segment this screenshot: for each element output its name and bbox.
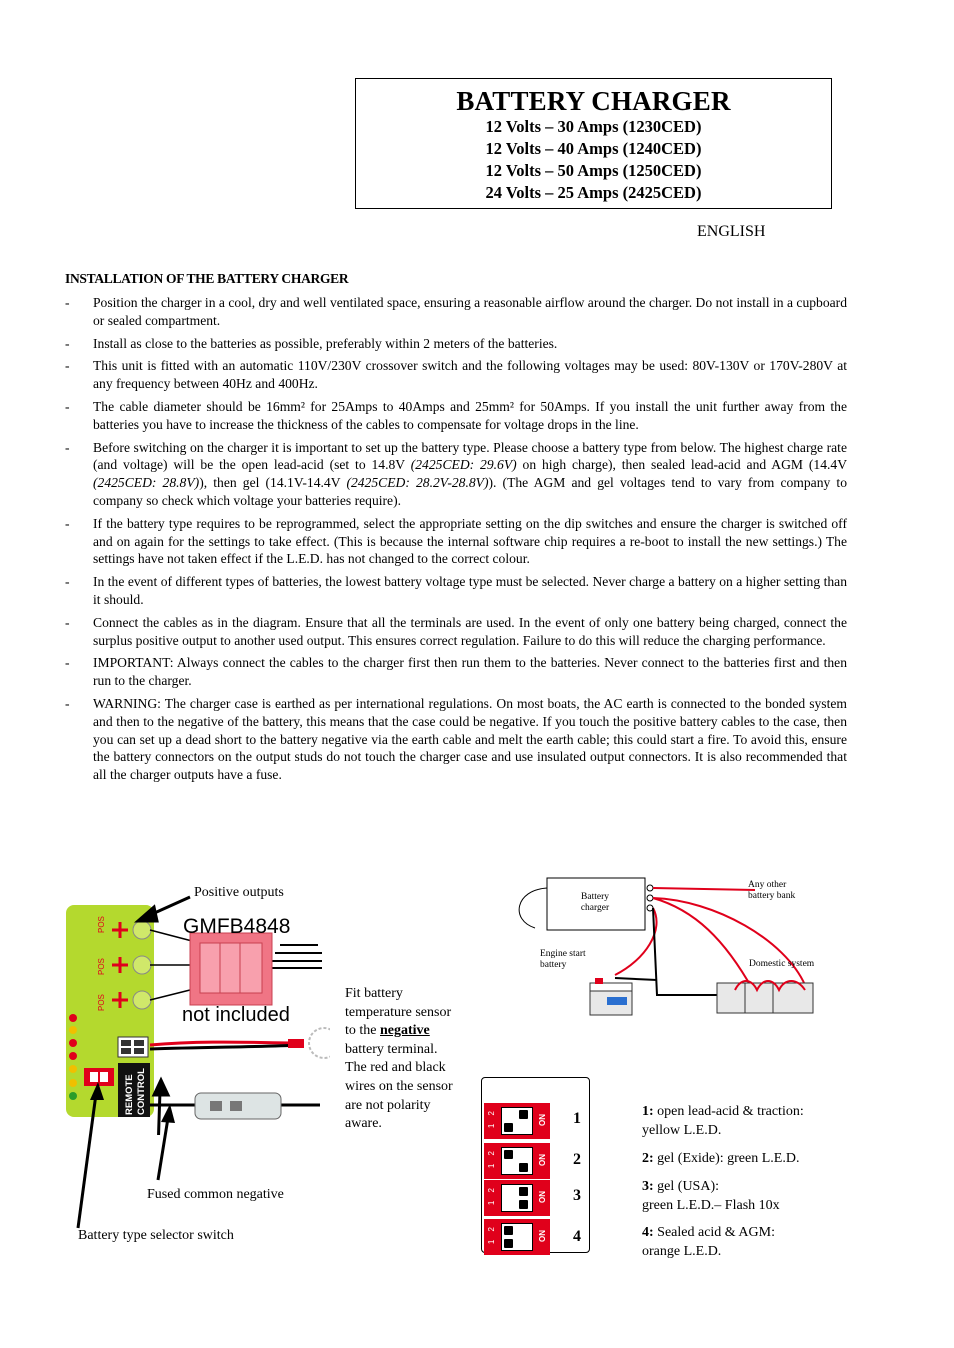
dip-switch-setting-1: 1 2 ON bbox=[484, 1103, 550, 1139]
dip-setting-number: 3 bbox=[573, 1187, 581, 1204]
instruction-item: - IMPORTANT: Always connect the cables to the charger first then run them to the batteries. Never connect to the batteries first and then run to the charger. bbox=[65, 655, 847, 689]
instruction-item: - This unit is fitted with an automatic 110V/230V crossover switch and the following voltages may be used: 80V-130V or 170V-280V at any frequency between 40Hz and 400Hz. bbox=[65, 358, 847, 392]
not-included-label: not included bbox=[182, 1004, 290, 1026]
pos-label-2: POS bbox=[97, 958, 106, 975]
dip-legend-item: 1: open lead-acid & traction: yellow L.E.D. bbox=[642, 1104, 804, 1138]
language-label: ENGLISH bbox=[697, 223, 766, 240]
arrow-icon bbox=[60, 1080, 200, 1240]
model-line: 24 Volts – 25 Amps (2425CED) bbox=[485, 183, 702, 202]
dip-legend-item: 2: gel (Exide): green L.E.D. bbox=[642, 1151, 800, 1166]
terminal-icon bbox=[133, 921, 151, 939]
model-line: 12 Volts – 40 Amps (1240CED) bbox=[485, 139, 702, 158]
fuse-block-label: GMFB4848 bbox=[183, 915, 291, 938]
instruction-list bbox=[65, 294, 847, 789]
dip-setting-number: 4 bbox=[573, 1228, 581, 1245]
dip-setting-number: 1 bbox=[573, 1110, 581, 1127]
instruction-item: - If the battery type requires to be reprogrammed, select the appropriate setting on the dip switches and ensure the charger is switched off and on again for the settings to take effect. (This is because the internal software chip requires a re-boot to install the new settings.) The settings have not taken effect if the L.E.D. has not changed to the correct colour. bbox=[65, 515, 847, 567]
domestic-battery-icon bbox=[717, 981, 813, 1013]
charger-box-label: Battery charger bbox=[580, 892, 610, 913]
dip-switch-setting-2: 1 2 ON bbox=[484, 1143, 550, 1179]
pos-label-1: POS bbox=[97, 916, 106, 933]
selector-switch-label: Battery type selector switch bbox=[78, 1228, 234, 1243]
instruction-item: - Connect the cables as in the diagram. Ensure that all the terminals are used. In the event of only one battery being charged, connect the surplus positive output to another used output. This ensures correct regulation. Failure to do this will reduce the charging performance. bbox=[65, 614, 847, 648]
instruction-item: - Install as close to the batteries as possible, preferably within 2 meters of the batteries. bbox=[65, 335, 558, 351]
dip-legend-item: 4: Sealed acid & AGM: orange L.E.D. bbox=[642, 1225, 775, 1259]
dip-switch-setting-4: 1 2 ON bbox=[484, 1219, 550, 1255]
page-title: BATTERY CHARGER bbox=[456, 86, 731, 116]
fused-negative-label: Fused common negative bbox=[147, 1187, 284, 1202]
remote-label-1: REMOTE bbox=[124, 1074, 135, 1115]
instruction-item: - WARNING: The charger case is earthed as per international regulations. On most boats, the AC earth is connected to the bonded system and then to the negative of the battery, this means that the case could be negative. If you touch the positive battery cables to the case, then you can set up a dead short to the battery negative via the earth cable and melt the earth cable; this could start a fire. To avoid this, ensure the battery connectors on the output studs do not touch the charger case and use insulated output connectors. It is also recommended that all the charger outputs have a fuse. bbox=[65, 695, 847, 783]
positive-outputs-label: Positive outputs bbox=[194, 885, 284, 900]
terminal-icon bbox=[133, 991, 151, 1009]
model-line: 12 Volts – 50 Amps (1250CED) bbox=[485, 161, 702, 180]
engine-battery-label: Engine start battery bbox=[540, 949, 586, 970]
dip-switch-setting-3: 1 2 ON bbox=[484, 1180, 550, 1216]
instruction-item: - The cable diameter should be 16mm² for 25Amps to 40Amps and 25mm² for 50Amps. If you install the unit further away from the batteries you have to increase the thickness of the cables to compensate for voltage drops in the line. bbox=[65, 398, 847, 432]
domestic-system-label: Domestic system bbox=[749, 959, 815, 969]
engine-battery-icon bbox=[590, 978, 632, 1015]
instruction-item: - Before switching on the charger it is important to set up the battery type. Please choose a battery type from below. The highest charge rate (and voltage) will be the open lead-acid (set to 14.8V (2425CED: 29.6V) on high charge), then sealed lead-acid and AGM (14.4V (2425CED: 28.8V)), then gel (14.1V-14.4V (2425CED: 28.2V-28.8V)). (The AGM and gel voltages tend to vary from company to company so check which voltage your batteries require). bbox=[65, 439, 848, 508]
instruction-item: - In the event of different types of batteries, the lowest battery voltage type must be selected. Never charge a battery on a higher setting than it should. bbox=[65, 574, 847, 607]
model-line: 12 Volts – 30 Amps (1230CED) bbox=[485, 117, 702, 136]
instruction-item: - Position the charger in a cool, dry and well ventilated space, ensuring a reasonable airflow around the charger. Do not install in a cupboard or sealed compartment. bbox=[65, 295, 847, 328]
plus-icon bbox=[112, 922, 128, 1008]
dip-legend-item: 3: gel (USA): green L.E.D.– Flash 10x bbox=[642, 1179, 780, 1213]
section-heading: INSTALLATION OF THE BATTERY CHARGER bbox=[65, 271, 349, 286]
sensor-note: Fit battery temperature sensor to the negative battery terminal. The red and black wires on the sensor are not polarity aware. bbox=[345, 986, 453, 1132]
pos-label-3: POS bbox=[97, 994, 106, 1011]
title-box bbox=[355, 78, 832, 209]
remote-label-2: CONTROL bbox=[136, 1068, 147, 1115]
terminal-icon bbox=[133, 956, 151, 974]
ring-terminal-icon bbox=[309, 1028, 330, 1058]
other-bank-label: Any other battery bank bbox=[748, 880, 796, 901]
dip-setting-number: 2 bbox=[573, 1151, 581, 1168]
